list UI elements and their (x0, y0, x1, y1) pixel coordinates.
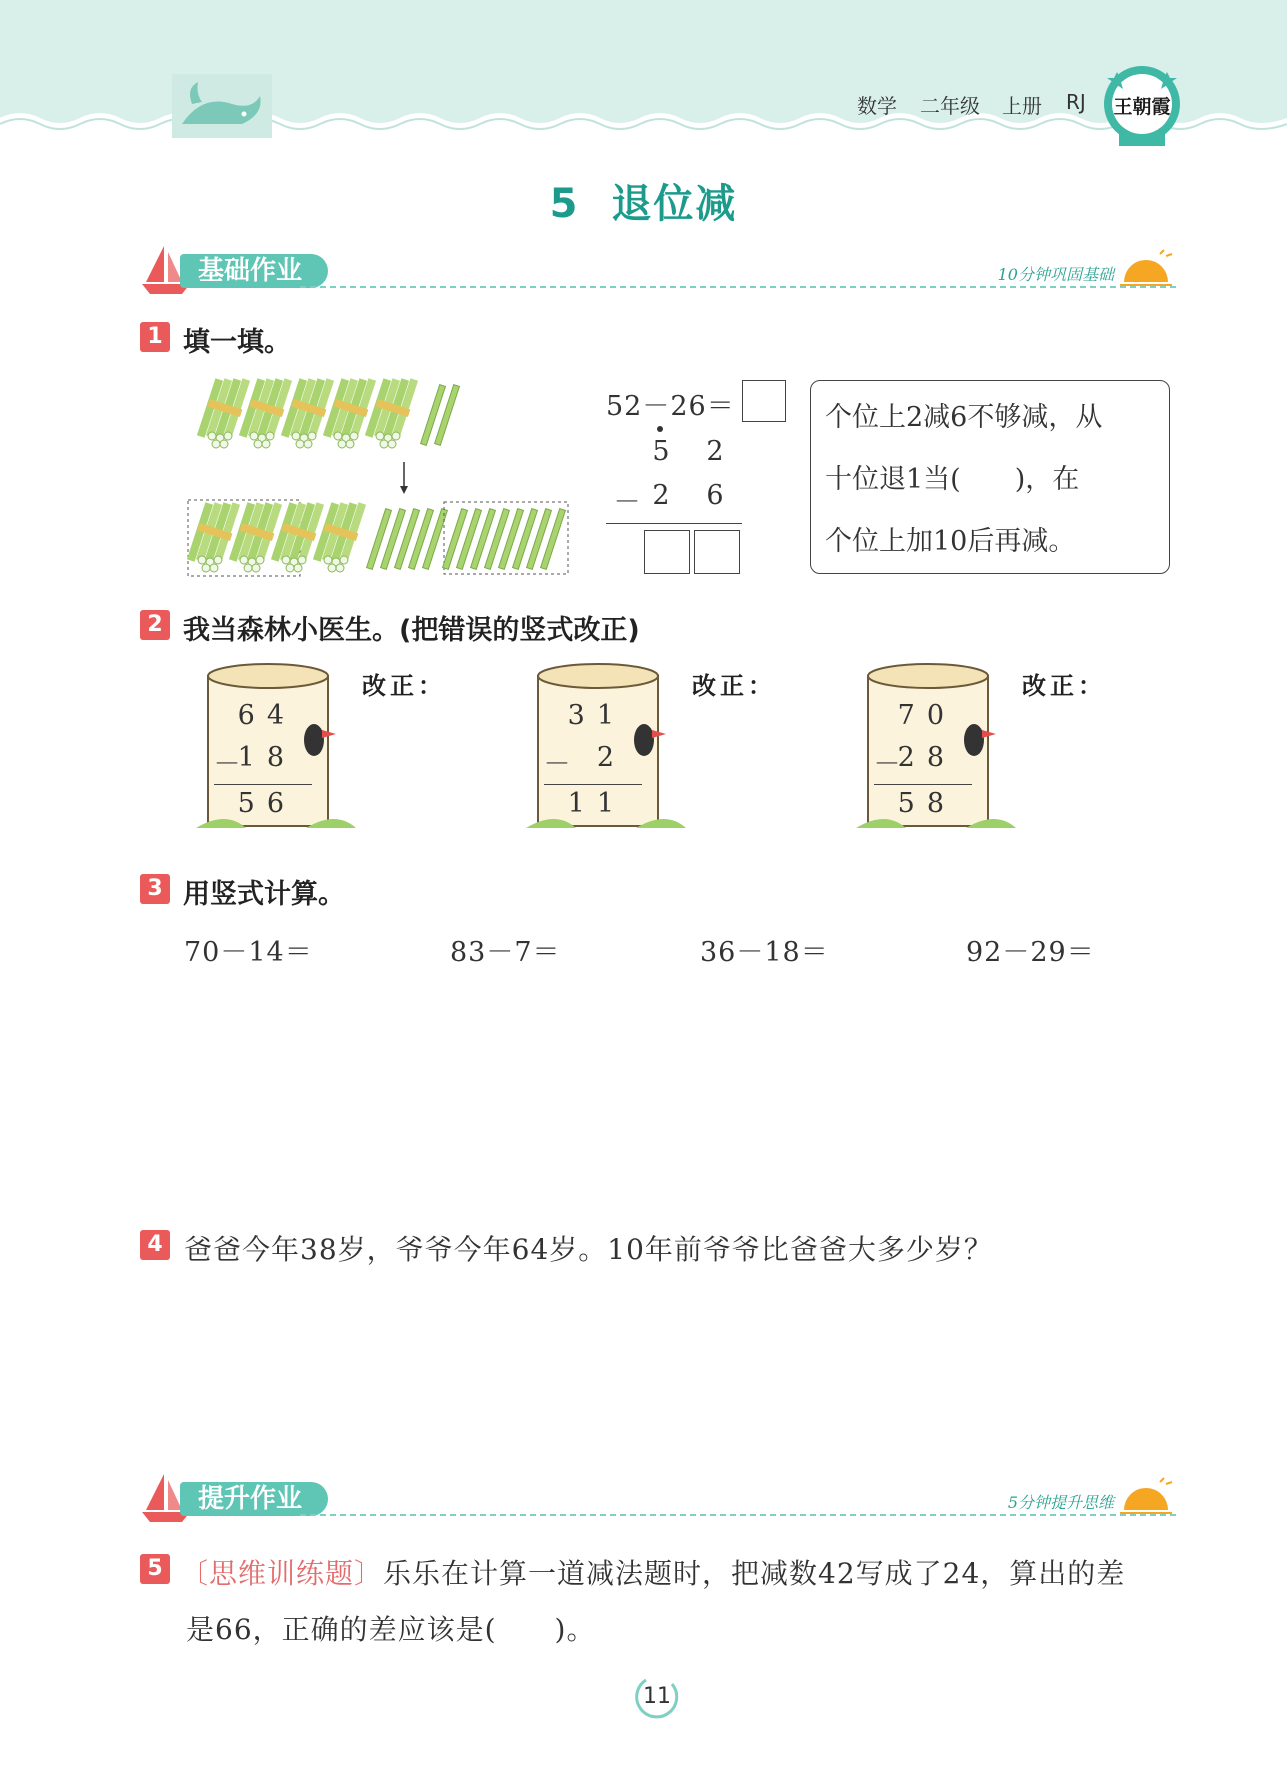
section-divider (300, 286, 1176, 288)
calc-item: 92－29＝ (966, 937, 1095, 968)
stump-top: 64 (237, 700, 296, 731)
borrow-dot (657, 426, 663, 432)
fix-label: 改正： (692, 672, 776, 700)
calc-item: 83－7＝ (450, 937, 561, 968)
section-note: 10分钟巩固基础 (997, 265, 1114, 284)
answer-box[interactable] (694, 530, 740, 574)
vertical-operator: － (613, 487, 641, 518)
stump-line (214, 784, 312, 785)
question-number: 4 (140, 1230, 170, 1260)
stump-top: 70 (897, 700, 956, 731)
stump-bottom: 2 (596, 742, 626, 773)
vertical-digit: 2 (652, 480, 670, 511)
question-number: 3 (140, 874, 170, 904)
answer-box[interactable] (742, 380, 786, 422)
hint-line: 个位上加10后再减。 (825, 526, 1076, 557)
fix-label: 改正： (362, 672, 446, 700)
stump-bottom: 28 (897, 742, 956, 773)
calc-item: 70－14＝ (184, 937, 313, 968)
question-number: 2 (140, 610, 170, 640)
brand-logo-text: 王朝霞 (1113, 96, 1171, 118)
question-number: 5 (140, 1554, 170, 1584)
vertical-digit: 6 (706, 480, 724, 511)
calc-item: 36－18＝ (700, 937, 829, 968)
stump-operator: － (873, 749, 901, 780)
sun-icon (1116, 248, 1176, 288)
edition-label: RJ (1066, 90, 1086, 114)
subject-label: 数学 (857, 94, 897, 118)
stump-result: 11 (567, 788, 626, 819)
q1-expression: 52－26＝ (606, 391, 735, 422)
question-text: 我当森林小医生。(把错误的竖式改正) (183, 615, 640, 646)
question-text-line1 (180, 1552, 1125, 1592)
stump-line (874, 784, 972, 785)
stump-card-3 (846, 660, 1196, 840)
question-text-line2: 是66，正确的差应该是( )。 (186, 1613, 596, 1646)
section-advanced (140, 1470, 1176, 1526)
vertical-digit: 2 (706, 436, 724, 467)
whale-icon (172, 74, 272, 138)
stump-card-2 (516, 660, 866, 840)
stump-result: 58 (897, 788, 956, 819)
question-tag: 〔思维训练题〕 (180, 1557, 384, 1590)
page-number (632, 1672, 682, 1722)
question-text: 爸爸今年38岁，爷爷今年64岁。10年前爷爷比爸爸大多少岁？ (184, 1233, 993, 1266)
hint-line: 十位退1当( )，在 (825, 464, 1080, 495)
question-text: 乐乐在计算一道减法题时，把减数42写成了24，算出的差 (383, 1557, 1126, 1590)
stump-operator: － (213, 749, 241, 780)
hint-box (810, 380, 1170, 574)
stump-bottom: 18 (237, 742, 296, 773)
fix-label: 改正： (1022, 672, 1106, 700)
section-note: 5分钟提升思维 (1007, 1493, 1114, 1512)
section-label: 提升作业 (180, 1482, 328, 1516)
sun-icon (1116, 1476, 1176, 1516)
stump-card-1 (186, 660, 536, 840)
section-divider (300, 1514, 1176, 1516)
section-label: 基础作业 (180, 254, 328, 288)
vertical-line (606, 523, 742, 524)
page-number-text: 11 (643, 1684, 671, 1709)
hint-line: 个位上2减6不够减，从 (825, 402, 1103, 433)
question-number: 1 (140, 322, 170, 352)
vertical-digit: 5 (652, 436, 670, 467)
stump-line (544, 784, 642, 785)
answer-box[interactable] (644, 530, 690, 574)
question-text: 填一填。 (183, 327, 291, 358)
grade-label: 二年级 (920, 94, 980, 118)
stump-operator: － (543, 749, 571, 780)
question-text: 用竖式计算。 (183, 879, 345, 910)
brand-logo (1099, 58, 1185, 150)
stick-bundles-illustration (186, 378, 586, 578)
stump-result: 56 (237, 788, 296, 819)
section-basic (140, 242, 1176, 298)
page-title: 5 退位减 (549, 181, 738, 227)
volume-label: 上册 (1002, 94, 1042, 118)
stump-top: 31 (567, 700, 626, 731)
